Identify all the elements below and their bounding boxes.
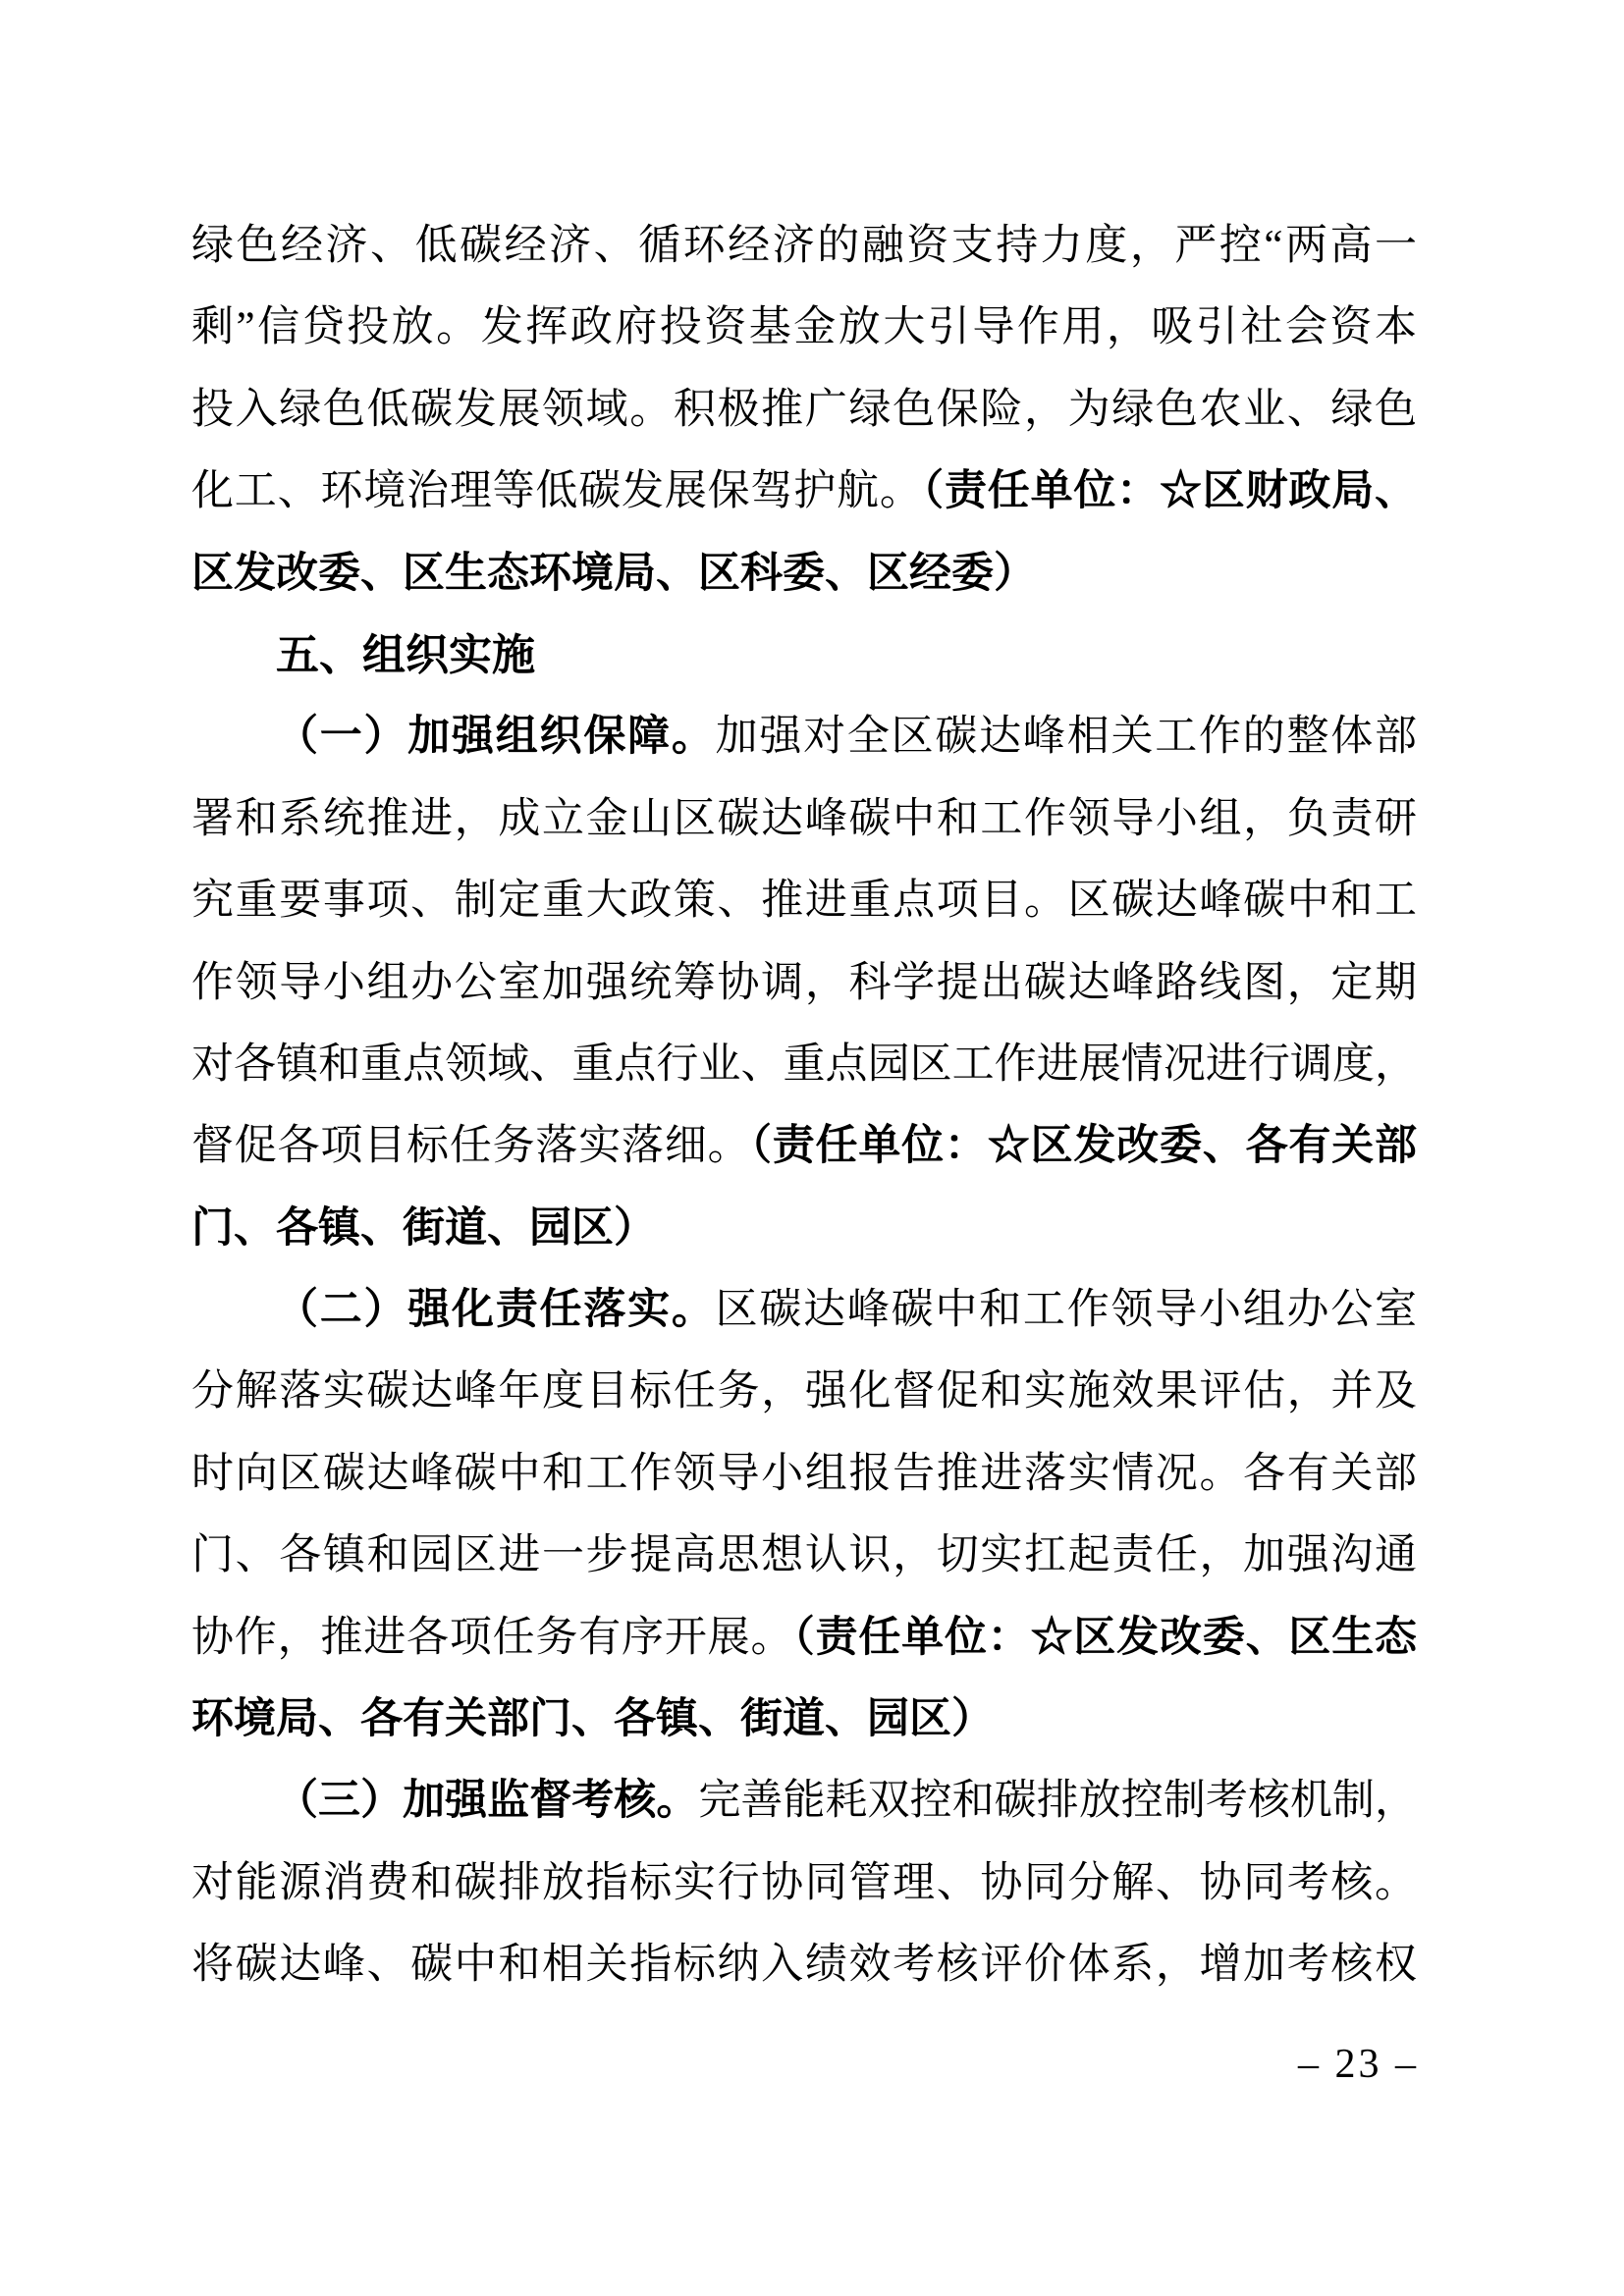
body-text: 绿色经济、低碳经济、循环经济的融资支持力度，严控“两高一 (191, 223, 1417, 269)
emphasis-text: （一）加强组织保障。 (276, 714, 716, 761)
text-line (191, 1188, 1417, 1269)
body-text: 督促各项目标任务落实落细。 (191, 1123, 751, 1170)
text-line (191, 1024, 1417, 1105)
text-line (191, 1105, 1417, 1187)
emphasis-text: 五、组织实施 (276, 630, 535, 679)
body-text: 完善能耗双控和碳排放控制考核机制， (698, 1778, 1418, 1825)
section-heading (191, 614, 1417, 696)
text-line (191, 287, 1417, 368)
body-text: 投入绿色低碳发展领域。积极推广绿色保险，为绿色农业、绿色 (191, 386, 1417, 433)
text-line (191, 1433, 1417, 1515)
emphasis-text: （三）加强监督考核。 (276, 1778, 699, 1825)
text-line (191, 1842, 1417, 1924)
text-line (191, 942, 1417, 1024)
body-text: 分解落实碳达峰年度目标任务，强化督促和实施效果评估，并及 (191, 1368, 1417, 1415)
body-text: 时向区碳达峰碳中和工作领导小组报告推进落实情况。各有关部 (191, 1450, 1417, 1497)
emphasis-text: （责任单位：☆区财政局、 (922, 468, 1418, 515)
body-text: 作领导小组办公室加强统筹协调，科学提出碳达峰路线图，定期 (191, 959, 1417, 1006)
emphasis-text: 门、各镇、街道、园区） (191, 1204, 656, 1252)
text-line (191, 1269, 1417, 1351)
body-text: 门、各镇和园区进一步提高思想认识，切实扛起责任，加强沟通 (191, 1532, 1417, 1579)
page-number: – 23 – (1298, 2042, 1419, 2087)
text-line (191, 1515, 1417, 1596)
emphasis-text: （责任单位：☆区发改委、区生态 (793, 1614, 1417, 1661)
text-line (191, 205, 1417, 287)
text-line (191, 778, 1417, 860)
emphasis-text: （二）强化责任落实。 (276, 1287, 716, 1334)
body-text: 将碳达峰、碳中和相关指标纳入绩效考核评价体系，增加考核权 (191, 1942, 1417, 1989)
body-text: 对能源消费和碳排放指标实行协同管理、协同分解、协同考核。 (191, 1859, 1417, 1906)
text-line (191, 1597, 1417, 1679)
body-text: 化工、环境治理等低碳发展保驾护航。 (191, 468, 923, 515)
body-text: 对各镇和重点领域、重点行业、重点园区工作进展情况进行调度， (191, 1041, 1417, 1088)
emphasis-text: （责任单位：☆区发改委、各有关部 (750, 1123, 1418, 1170)
text-line (191, 533, 1417, 614)
text-line (191, 860, 1417, 941)
body-text: 加强对全区碳达峰相关工作的整体部 (715, 714, 1418, 761)
text-line (191, 1924, 1417, 2005)
body-text: 究重要事项、制定重大政策、推进重点项目。区碳达峰碳中和工 (191, 878, 1417, 925)
emphasis-text: 环境局、各有关部门、各镇、街道、园区） (191, 1696, 994, 1743)
text-line (191, 1679, 1417, 1760)
text-line (191, 696, 1417, 777)
text-line (191, 1351, 1417, 1432)
body-text: 协作，推进各项任务有序开展。 (191, 1614, 794, 1661)
body-text: 署和系统推进，成立金山区碳达峰碳中和工作领导小组，负责研 (191, 795, 1417, 842)
body-text: 区碳达峰碳中和工作领导小组办公室 (715, 1287, 1418, 1334)
text-block (191, 205, 1417, 2006)
text-line (191, 369, 1417, 451)
text-line (191, 1760, 1417, 1842)
body-text: 剩”信贷投放。发挥政府投资基金放大引导作用，吸引社会资本 (191, 304, 1417, 351)
text-line (191, 451, 1417, 532)
emphasis-text: 区发改委、区生态环境局、区科委、区经委） (191, 550, 1036, 597)
